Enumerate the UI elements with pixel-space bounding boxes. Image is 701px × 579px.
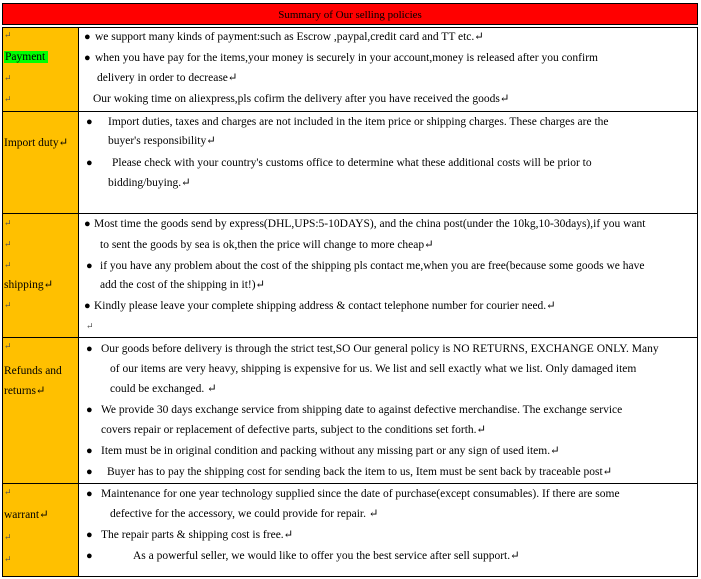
shipping-line-3: if you have any problem about the cost of the shipping pls contact me,when you are free(because some goods we have [100, 260, 645, 272]
refunds-line-1: Our goods before delivery is through the strict test,SO Our general policy is NO RETURNS, EXCHANGE ONLY. Many [101, 343, 659, 355]
bullet-icon: ● [86, 550, 93, 562]
warrant-row [3, 484, 697, 576]
refunds-row [3, 338, 697, 484]
refunds-line-2: of our items are very heavy, shipping is expensive for us. We list and sell exactly what we list. Only damaged item [110, 363, 637, 375]
bullet-icon: ● [84, 31, 91, 43]
payment-line-1: we support many kinds of payment:such as Escrow ,paypal,credit card and TT etc.↵ [95, 31, 484, 43]
shipping-label: shipping↵ [4, 279, 54, 291]
para-mark: ↵ [4, 94, 12, 104]
bullet-icon: ● [86, 529, 93, 541]
para-mark: ↵ [4, 341, 12, 351]
payment-line-3: delivery in order to decrease↵ [97, 72, 238, 84]
bullet-icon: ● [86, 466, 93, 478]
import-duty-line-3: Please check with your country's customs office to determine what these additional costs will be prior to [112, 157, 592, 169]
bullet-icon: ● [86, 343, 93, 355]
table-title: Summary of Our selling policies [278, 9, 422, 21]
refunds-line-7: Buyer has to pay the shipping cost for sending back the item to us, Item must be sent back by traceable post↵ [107, 466, 613, 478]
warrant-line-2: defective for the accessory, we could provide for repair. ↵ [110, 508, 379, 520]
bullet-icon: ● [86, 404, 93, 416]
para-mark: ↵ [4, 260, 12, 270]
para-mark: ↵ [4, 239, 12, 249]
bullet-icon: ● [86, 260, 93, 272]
warrant-line-1: Maintenance for one year technology supplied since the date of purchase(except consumables). If there are some [101, 488, 620, 500]
import-duty-content-cell [80, 112, 697, 213]
payment-label-text: Payment [4, 51, 48, 63]
shipping-line-4: add the cost of the shipping in it!)↵ [100, 279, 266, 291]
payment-line-4: Our woking time on aliexpress,pls cofirm the delivery after you have received the goods↵ [93, 93, 510, 105]
refunds-line-5: covers repair or replacement of defective parts, subject to the conditions set forth.↵ [101, 424, 487, 436]
shipping-content-cell [80, 214, 697, 337]
refunds-content-cell [80, 338, 697, 483]
bullet-icon: ● [86, 445, 93, 457]
bullet-icon: ● [84, 218, 91, 230]
import-duty-line-1: Import duties, taxes and charges are not included in the item price or shipping charges. These charges are the [108, 116, 609, 128]
import-duty-row [3, 112, 697, 214]
policy-table [2, 27, 698, 577]
import-duty-line-2: buyer's responsibility↵ [108, 135, 216, 147]
payment-line-2: when you have pay for the items,your money is securely in your account,money is released after you confirm [95, 52, 598, 64]
bullet-icon: ● [84, 300, 91, 312]
warrant-line-3: The repair parts & shipping cost is free.↵ [101, 529, 294, 541]
para-mark: ↵ [4, 73, 12, 83]
warrant-line-4: As a powerful seller, we would like to offer you the best service after sell support.↵ [133, 550, 520, 562]
bullet-icon: ● [86, 157, 93, 169]
refunds-label-line-2: returns↵ [4, 385, 46, 397]
warrant-label-cell [3, 484, 79, 576]
shipping-row [3, 214, 697, 338]
refunds-line-3: could be exchanged. ↵ [110, 383, 217, 395]
para-mark: ↵ [4, 487, 12, 497]
refunds-label-cell [3, 338, 79, 483]
shipping-line-5: Kindly please leave your complete shipping address & contact telephone number for courier need.↵ [94, 300, 556, 312]
warrant-label: warrant↵ [4, 509, 49, 521]
bullet-icon: ● [86, 488, 93, 500]
para-mark: ↵ [4, 300, 12, 310]
para-mark: ↵ [86, 321, 94, 331]
payment-row [3, 28, 697, 112]
shipping-line-2: to sent the goods by sea is ok,then the price will change to more cheap↵ [100, 239, 434, 251]
refunds-line-6: Item must be in original condition and packing without any missing part or any sign of used item.↵ [101, 445, 560, 457]
payment-label [4, 50, 48, 64]
refunds-label-line-1: Refunds and [4, 365, 62, 377]
refunds-line-4: We provide 30 days exchange service from shipping date to against defective merchandise. The exchange service [101, 404, 623, 416]
payment-label-cell [3, 28, 79, 111]
import-duty-line-4: bidding/buying.↵ [108, 177, 191, 189]
warrant-content-cell [80, 484, 697, 576]
import-duty-label-cell [3, 112, 79, 213]
bullet-icon: ● [84, 52, 91, 64]
import-duty-label: Import duty↵ [4, 137, 69, 149]
table-title-bar [2, 3, 698, 25]
para-mark: ↵ [4, 218, 12, 228]
para-mark: ↵ [4, 554, 12, 564]
payment-content-cell [80, 28, 697, 111]
bullet-icon: ● [86, 116, 93, 128]
shipping-line-1: Most time the goods send by express(DHL,UPS:5-10DAYS), and the china post(under the 10kg,10-30days),if you want [94, 218, 646, 230]
para-mark: ↵ [4, 532, 12, 542]
para-mark: ↵ [4, 30, 12, 40]
shipping-label-cell [3, 214, 79, 337]
